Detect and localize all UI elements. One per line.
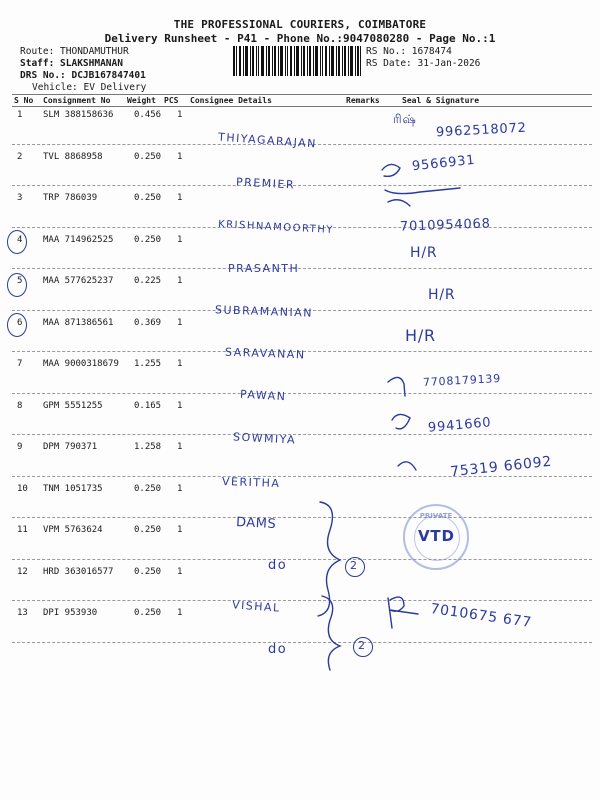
handwritten-name: THIYAGARAJAN: [217, 130, 318, 151]
handwritten-phone: 7708179139: [422, 371, 502, 390]
runsheet-title: Delivery Runsheet - P41 - Phone No.:9047080280 - Page No.:1: [104, 32, 496, 45]
row-serial-number: 8: [17, 400, 23, 411]
ditto-mark: do: [268, 558, 288, 573]
row-pieces: 1: [177, 276, 183, 286]
row-pieces: 1: [177, 608, 183, 618]
row-consignment-number: TNM 1051735: [43, 483, 103, 494]
row-consignment-number: SLM 388158636: [43, 110, 114, 120]
row-weight: 0.165: [134, 400, 162, 411]
col-seal-header: Seal & Signature: [402, 96, 480, 105]
row-pieces: 1: [177, 110, 183, 120]
col-sno-header: S No: [14, 96, 34, 105]
handwritten-name: PAWAN: [239, 387, 287, 404]
handwritten-phone: 9566931: [411, 152, 477, 175]
company-title: THE PROFESSIONAL COURIERS, COIMBATORE: [173, 18, 427, 31]
row-consignment-number: HRD 363016577: [43, 566, 114, 577]
col-pcs-header: PCS: [164, 96, 179, 105]
row-pieces: 1: [177, 566, 183, 577]
row-pieces: 1: [177, 317, 183, 328]
vehicle-info: Vehicle: EV Delivery: [32, 82, 147, 93]
handwritten-name: VERITHA: [221, 474, 281, 491]
row-consignment-number: GPM 5551255: [43, 400, 103, 411]
handwritten-phone: 7010954068: [399, 216, 491, 235]
group-count: 2: [350, 559, 357, 572]
stamp-label: PRIVATE: [419, 512, 453, 520]
handwritten-phone: 9962518072: [435, 120, 528, 141]
row-weight: 1.258: [134, 442, 162, 452]
row-serial-number: 11: [17, 525, 28, 535]
row-weight: 0.250: [134, 234, 162, 245]
row-pieces: 1: [177, 193, 183, 203]
handwritten-phone: 9941660: [427, 415, 493, 436]
handwritten-signature: H/R: [428, 287, 456, 303]
handwritten-name: KRISHNAMOORTHY: [217, 218, 335, 237]
row-consignment-number: DPM 790371: [43, 442, 98, 452]
row-pieces: 1: [177, 483, 183, 494]
handwritten-phone: 7010675 677: [429, 600, 533, 632]
row-serial-number: 3: [17, 193, 23, 203]
col-weight-header: Weight: [127, 96, 156, 105]
col-consignment-header: Consignment No: [43, 96, 111, 105]
handwritten-name: VISHAL: [231, 598, 282, 615]
staff-info: Staff: SLAKSHMANAN: [20, 58, 123, 69]
row-consignment-number: TVL 8868958: [43, 151, 103, 162]
row-pieces: 1: [177, 442, 183, 452]
row-consignment-number: MAA 9000318679: [43, 359, 119, 369]
row-consignment-number: DPI 953930: [43, 608, 98, 618]
stamp-signature: VTD: [418, 527, 455, 545]
row-serial-number: 1: [17, 110, 23, 120]
row-serial-number: 5: [17, 276, 23, 286]
row-weight: 0.250: [134, 483, 162, 494]
row-consignment-number: TRP 786039: [43, 193, 98, 203]
row-pieces: 1: [177, 234, 183, 245]
col-remarks-header: Remarks: [346, 96, 380, 105]
row-serial-number: 12: [17, 566, 28, 577]
row-weight: 0.369: [134, 317, 162, 328]
signature-scribble: ரிஷ்: [393, 112, 417, 126]
ditto-mark: do: [268, 642, 288, 657]
route-info: Route: THONDAMUTHUR: [20, 46, 129, 57]
handwritten-phone: 75319 66092: [449, 453, 553, 481]
row-consignment-number: MAA 871386561: [43, 317, 114, 328]
row-serial-number: 9: [17, 442, 23, 452]
row-pieces: 1: [177, 359, 183, 369]
row-weight: 0.250: [134, 608, 162, 618]
handwritten-name: SARAVANAN: [224, 345, 306, 362]
group-count: 2: [358, 639, 365, 652]
handwritten-name: SOWMIYA: [232, 430, 297, 447]
handwritten-signature: H/R: [405, 326, 436, 345]
handwritten-signature: H/R: [410, 245, 438, 261]
row-consignment-number: MAA 714962525: [43, 234, 114, 245]
row-weight: 0.456: [134, 110, 162, 120]
drs-number: DRS No.: DCJB167847401: [20, 70, 146, 81]
handwritten-name: SUBRAMANIAN: [214, 303, 314, 320]
row-consignment-number: VPM 5763624: [43, 525, 103, 535]
handwritten-name: PREMIER: [235, 175, 296, 192]
row-serial-number: 10: [17, 483, 28, 494]
row-serial-number: 13: [17, 608, 28, 618]
row-pieces: 1: [177, 400, 183, 411]
row-consignment-number: MAA 577625237: [43, 276, 114, 286]
row-serial-number: 6: [17, 317, 23, 328]
row-weight: 0.250: [134, 151, 162, 162]
row-weight: 1.255: [134, 359, 162, 369]
rs-number: RS No.: 1678474: [366, 46, 452, 57]
row-serial-number: 4: [17, 234, 23, 245]
row-weight: 0.250: [134, 566, 162, 577]
row-serial-number: 7: [17, 359, 23, 369]
col-consignee-header: Consignee Details: [190, 96, 272, 105]
row-pieces: 1: [177, 151, 183, 162]
row-weight: 0.250: [134, 193, 162, 203]
row-weight: 0.250: [134, 525, 162, 535]
rs-date: RS Date: 31-Jan-2026: [366, 58, 481, 69]
row-pieces: 1: [177, 525, 183, 535]
row-weight: 0.225: [134, 276, 162, 286]
row-serial-number: 2: [17, 151, 23, 162]
handwritten-name: PRASANTH: [228, 262, 300, 275]
handwritten-name: DAMS: [235, 514, 277, 533]
